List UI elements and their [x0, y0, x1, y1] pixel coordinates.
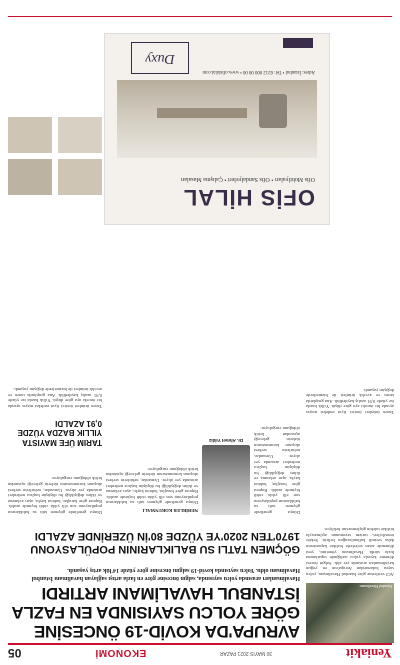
ad-title: OFİS HİLAL	[182, 185, 315, 210]
footer-rule	[8, 16, 392, 17]
product-thumb	[58, 159, 102, 195]
column-body-3: Dünya genelinde göçmen tatlı su balıklarının popülasyonu son elli yılda ciddi biçimde azaldı. Rapora göre barajlar, habitat kaybı, aşırı avlanma ve iklim değişikliği bu düşüşün başlıca nedenleri arasında yer alıyor. Uzmanlar, nehirlerin serbest akışının korunmasının türlerin geleceği açısından kritik olduğunu vurguluyor.	[8, 476, 102, 515]
page-number: 05	[8, 646, 22, 660]
main-article-body: ACI verilerine göre İstanbul Havalimanı, yolcu sayısı bakımından Avrupa'nın en yoğun havalimanları arasında yer aldı. Salgın öncesi döneme kıyasla yolcu trafiğinde toparlanma hızla sürdü. Havalimanı yönetimi, yeni dönemde artan seferlerle birlikte kapasitenin daha verimli kullanılacağını belirtti. Sektör temsilcileri, turizm sezonunun açılmasıyla birlikte talebin güçlenmesini bekliyor.	[306, 527, 394, 577]
author-photo	[202, 445, 250, 515]
column-body-2: NEHİRLER KORUNMALI Dünya genelinde göçmen tatlı su balıklarının popülasyonu son elli yılda ciddi biçimde azaldı. Rapora göre barajlar, habitat kaybı, aşırı avlanma ve iklim değişikliği bu düşüşün başlıca nedenleri arasında yer alıyor. Uzmanlar, nehirlerin serbest akışının korunmasının türlerin geleceği açısından kritik olduğunu vurguluyor.	[106, 466, 198, 513]
ad-office-photo	[117, 80, 317, 158]
product-thumb	[8, 117, 52, 153]
side-body: Tarım ürünleri üretici fiyat endeksi mayıs ayında bir önceki aya göre düştü. Yıllık bazda ise yüzde 0,91 azalış kaydedildi. Ana gruplarda tarım ve avcılık ürünleri ile hizmetlerde değişim yaşandı.	[8, 387, 102, 409]
airport-photo	[306, 583, 394, 643]
issue-date: 30 MAYIS 2021 PAZAR	[219, 650, 273, 656]
side-headline: TARIM ÜFE MAYISTA YILLIK BAZDA YÜZDE 0,91 AZALDI	[17, 419, 102, 447]
ad-product-thumbnails	[8, 35, 102, 195]
main-headline: AVRUPA'DA KOVİD-19 ÖNCESİNE GÖRE YOLCU SAYISINDA EN FAZLA İSTANBUL HAVALİMANI ARTIRDI	[12, 584, 300, 641]
ad-badge	[283, 38, 313, 48]
ad-subtitle: Ofis Mobilyaları • Ofis Sandalyeleri • Çalışma Masaları	[180, 176, 315, 182]
chair-image	[259, 94, 287, 128]
main-lede: Havalimanları arasında yolcu sayısında, salgın öncesine göre en fazla artışı sağlayan havalimanı İstanbul Havalimanı oldu. Yolcu sayısında kovid-19 salgını öncesine göre yüzde 14'lük artış yaşandı.	[31, 567, 300, 581]
ad-contact: Adres: İstanbul • Tel: 0212 000 00 00 • www.ofishilal.com	[202, 69, 315, 74]
desk-image	[157, 108, 247, 118]
author-name: Dr. Ahmet Yıldız	[209, 438, 244, 443]
column-body-1: Dünya genelinde göçmen tatlı su balıklarının popülasyonu son elli yılda ciddi biçimde azaldı. Rapora göre barajlar, habitat kaybı, aşırı avlanma ve iklim değişikliği bu düşüşün başlıca nedenleri arasında yer alıyor. Uzmanlar, nehirlerin serbest akışının korunmasının türlerin geleceği açısından kritik olduğunu vurguluyor.	[254, 426, 300, 515]
section-title: EKONOMİ	[94, 647, 147, 659]
photo-caption: İstanbul Havalimanı	[359, 584, 392, 589]
ad-brand-logo: Duxy	[131, 42, 189, 74]
page-header	[8, 643, 392, 661]
column-headline: GÖÇMEN TATLI SU BALIKLARININ POPÜLASYONU 1970'TEN 2020'YE YÜZDE 80'İN ÜZERİNDE AZALDI	[30, 530, 300, 555]
newspaper-logo: Yeniakit	[345, 646, 392, 661]
left-column-body: Tarım ürünleri üretici fiyat endeksi mayıs ayında bir önceki aya göre düştü. Yıllık bazda ise yüzde 0,91 azalış kaydedildi. Ana gruplarda tarım ve avcılık ürünleri ile hizmetlerde değişim yaşandı.	[306, 387, 394, 415]
product-thumb	[8, 159, 52, 195]
product-thumb	[58, 117, 102, 153]
office-furniture-ad	[104, 33, 330, 225]
